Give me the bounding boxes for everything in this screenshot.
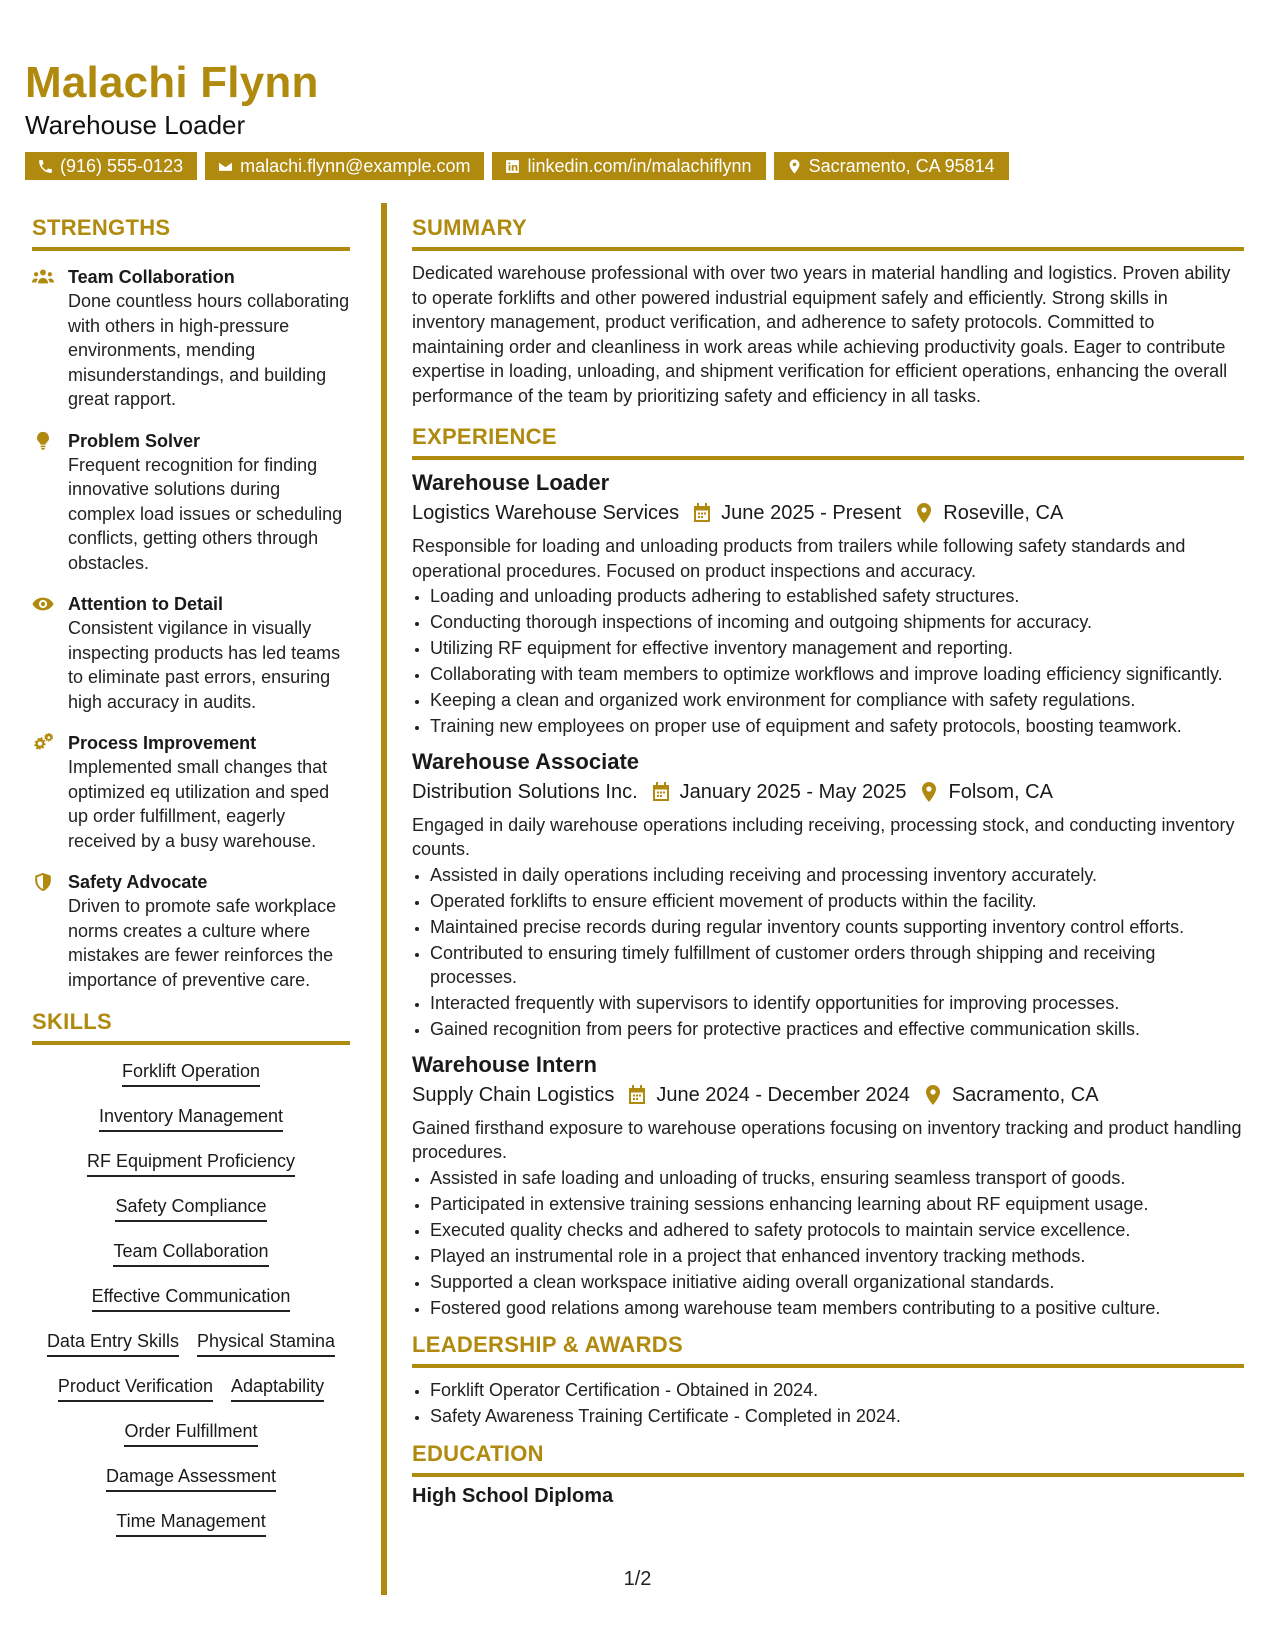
skill-tag: Forklift Operation [122, 1059, 260, 1087]
strength-item [32, 265, 350, 412]
page-number: 1/2 [623, 1568, 652, 1590]
skill-tag: Adaptability [231, 1374, 324, 1402]
lightbulb-icon [32, 429, 54, 576]
users-icon [32, 265, 54, 412]
calendar-icon [628, 1085, 646, 1105]
job-meta [412, 1080, 1244, 1110]
award-item: • Safety Awareness Training Certificate - Completed in 2024. [430, 1404, 1244, 1429]
calendar-icon [652, 782, 670, 802]
right-column [412, 215, 1244, 1508]
bullet-item: • Operated forklifts to ensure efficient movement of products within the facility. [430, 889, 1244, 914]
email-text: malachi.flynn@example.com [240, 156, 471, 176]
job-title: Warehouse Loader [412, 470, 610, 495]
contact-bar [25, 152, 1009, 180]
linkedin-chip[interactable] [492, 152, 765, 180]
skill-tag: Order Fulfillment [124, 1419, 257, 1447]
strength-description: Driven to promote safe workplace norms creates a culture where mistakes are fewer reinforces the importance of preventive care. [68, 896, 337, 990]
job-company: Logistics Warehouse Services [412, 502, 680, 524]
skills-list [32, 1059, 350, 1537]
award-item: • Forklift Operator Certification - Obtained in 2024. [430, 1378, 1244, 1403]
strength-item [32, 731, 350, 853]
strength-item [32, 429, 350, 576]
linkedin-text: linkedin.com/in/malachiflynn [527, 156, 752, 176]
bullet-item: • Participated in extensive training sessions enhancing learning about RF equipment usage. [430, 1192, 1244, 1217]
linkedin-icon [504, 158, 521, 175]
bullet-item: • Executed quality checks and adhered to safety protocols to maintain service excellence. [430, 1218, 1244, 1243]
skill-tag: Inventory Management [99, 1104, 283, 1132]
education-heading: EDUCATION [412, 1441, 1244, 1477]
eye-icon [32, 592, 54, 714]
job-description: Responsible for loading and unloading products from trailers while following safety standards and operational procedures. Focused on product inspections and accuracy. [412, 536, 1186, 581]
skill-tag: Effective Communication [92, 1284, 291, 1312]
strengths-heading: STRENGTHS [32, 215, 350, 251]
awards-list [412, 1378, 1244, 1429]
bullet-item: • Fostered good relations among warehouse team members contributing to a positive culture. [430, 1296, 1244, 1321]
job-title: Warehouse Associate [412, 748, 640, 774]
strength-description: Consistent vigilance in visually inspecting products has led teams to eliminate past errors, ensuring high accuracy in audits. [68, 618, 341, 712]
strength-title: Safety Advocate [68, 872, 208, 892]
phone-icon [37, 158, 54, 175]
job-description: Gained firsthand exposure to warehouse operations focusing on inventory tracking and product handling procedures. [412, 1117, 1242, 1162]
job-description: Engaged in daily warehouse operations including receiving, processing stock, and conducting inventory counts. [412, 814, 1235, 859]
job-entry [412, 1050, 1244, 1321]
bullet-item: • Maintained precise records during regular inventory counts supporting inventory control efforts. [430, 915, 1244, 940]
location-chip[interactable] [774, 152, 1009, 180]
skill-tag: Product Verification [58, 1374, 213, 1402]
strength-description: Implemented small changes that optimized eq utilization and sped up order fulfillment, eagerly received by a busy warehouse. [68, 757, 330, 851]
job-entry [412, 747, 1244, 1042]
strength-title: Team Collaboration [68, 267, 235, 287]
bullet-item: • Assisted in daily operations including receiving and processing inventory accurately. [430, 863, 1244, 888]
candidate-title: Warehouse Loader [25, 110, 246, 140]
map-pin-icon [915, 503, 933, 523]
bullet-item: • Gained recognition from peers for protective practices and effective communication skills. [430, 1017, 1244, 1042]
bullet-item: • Conducting thorough inspections of incoming and outgoing shipments for accuracy. [430, 610, 1244, 635]
job-bullets [412, 863, 1244, 1042]
skill-tag: Physical Stamina [197, 1329, 335, 1357]
job-location: Sacramento, CA [951, 1083, 1099, 1106]
experience-heading: EXPERIENCE [412, 424, 1244, 460]
job-entry [412, 468, 1244, 739]
strength-description: Frequent recognition for finding innovative solutions during complex load issues or scheduling conflicts, getting others through obstacles. [68, 454, 343, 573]
column-divider [381, 203, 387, 1595]
candidate-name: Malachi Flynn [25, 58, 319, 107]
bullet-item: • Training new employees on proper use of equipment and safety protocols, boosting teamwork. [430, 714, 1244, 739]
bullet-item: • Interacted frequently with supervisors to identify opportunities for improving processes. [430, 991, 1244, 1016]
job-bullets [412, 584, 1244, 739]
job-dates: June 2025 - Present [721, 502, 902, 524]
left-column [32, 215, 350, 1537]
location-text: Sacramento, CA 95814 [808, 156, 995, 176]
bullet-item: • Utilizing RF equipment for effective inventory management and reporting. [430, 636, 1244, 661]
map-pin-icon [786, 158, 803, 175]
job-meta [412, 498, 1244, 528]
job-location: Folsom, CA [948, 780, 1053, 803]
bullet-item: • Collaborating with team members to optimize workflows and improve loading efficiency significantly. [430, 662, 1244, 687]
bullet-item: • Loading and unloading products adhering to established safety structures. [430, 584, 1244, 609]
strength-item [32, 870, 350, 992]
summary-text: Dedicated warehouse professional with over two years in material handling and logistics. Proven ability to operate forklifts and other powered industrial equipment safely and efficiently. Strong skills in inventory management, product verification, and adherence to safety protocols. Committed to maintaining order and cleanliness in work areas while achieving productivity goals. Eager to contribute expertise in loading, unloading, and shipment verification for efficient operations, enhancing the overall performance of the team by prioritizing safety and efficiency in all tasks. [412, 263, 1231, 406]
bullet-item: • Supported a clean workspace initiative aiding overall organizational standards. [430, 1270, 1244, 1295]
strength-title: Process Improvement [68, 733, 257, 753]
job-dates: January 2025 - May 2025 [679, 780, 907, 803]
skills-heading: SKILLS [32, 1009, 350, 1045]
strength-title: Problem Solver [68, 430, 201, 451]
skill-tag: Team Collaboration [113, 1239, 268, 1267]
strengths-list [32, 265, 350, 992]
email-chip[interactable] [205, 152, 484, 180]
skill-tag: Safety Compliance [115, 1194, 266, 1222]
job-company: Distribution Solutions Inc. [412, 780, 638, 803]
map-pin-icon [920, 782, 938, 802]
skill-tag: Data Entry Skills [47, 1329, 179, 1357]
education-degree: High School Diploma [412, 1484, 614, 1507]
phone-text: (916) 555-0123 [60, 156, 184, 176]
phone-chip[interactable] [25, 152, 197, 180]
shield-icon [32, 870, 54, 992]
job-dates: June 2024 - December 2024 [656, 1083, 910, 1106]
skill-tag: RF Equipment Proficiency [87, 1149, 295, 1177]
envelope-icon [217, 158, 234, 175]
gears-icon [32, 731, 54, 853]
strength-item [32, 592, 350, 714]
strength-title: Attention to Detail [68, 594, 223, 614]
strength-description: Done countless hours collaborating with others in high-pressure environments, mending misunderstandings, and building great rapport. [68, 291, 350, 409]
job-title: Warehouse Intern [412, 1051, 597, 1077]
bullet-item: • Contributed to ensuring timely fulfillment of customer orders through shipping and receiving processes. [430, 941, 1244, 990]
bullet-item: • Assisted in safe loading and unloading of trucks, ensuring seamless transport of goods. [430, 1166, 1244, 1191]
bullet-item: • Keeping a clean and organized work environment for compliance with safety regulations. [430, 688, 1244, 713]
bullet-item: • Played an instrumental role in a project that enhanced inventory tracking methods. [430, 1244, 1244, 1269]
map-pin-icon [924, 1085, 942, 1105]
awards-heading: LEADERSHIP & AWARDS [412, 1332, 1244, 1368]
calendar-icon [693, 503, 711, 523]
summary-heading: SUMMARY [412, 215, 1244, 251]
job-meta [412, 777, 1244, 807]
job-bullets [412, 1166, 1244, 1321]
job-company: Supply Chain Logistics [412, 1083, 615, 1106]
job-location: Roseville, CA [943, 502, 1064, 524]
skill-tag: Damage Assessment [106, 1464, 276, 1492]
skill-tag: Time Management [116, 1509, 265, 1537]
